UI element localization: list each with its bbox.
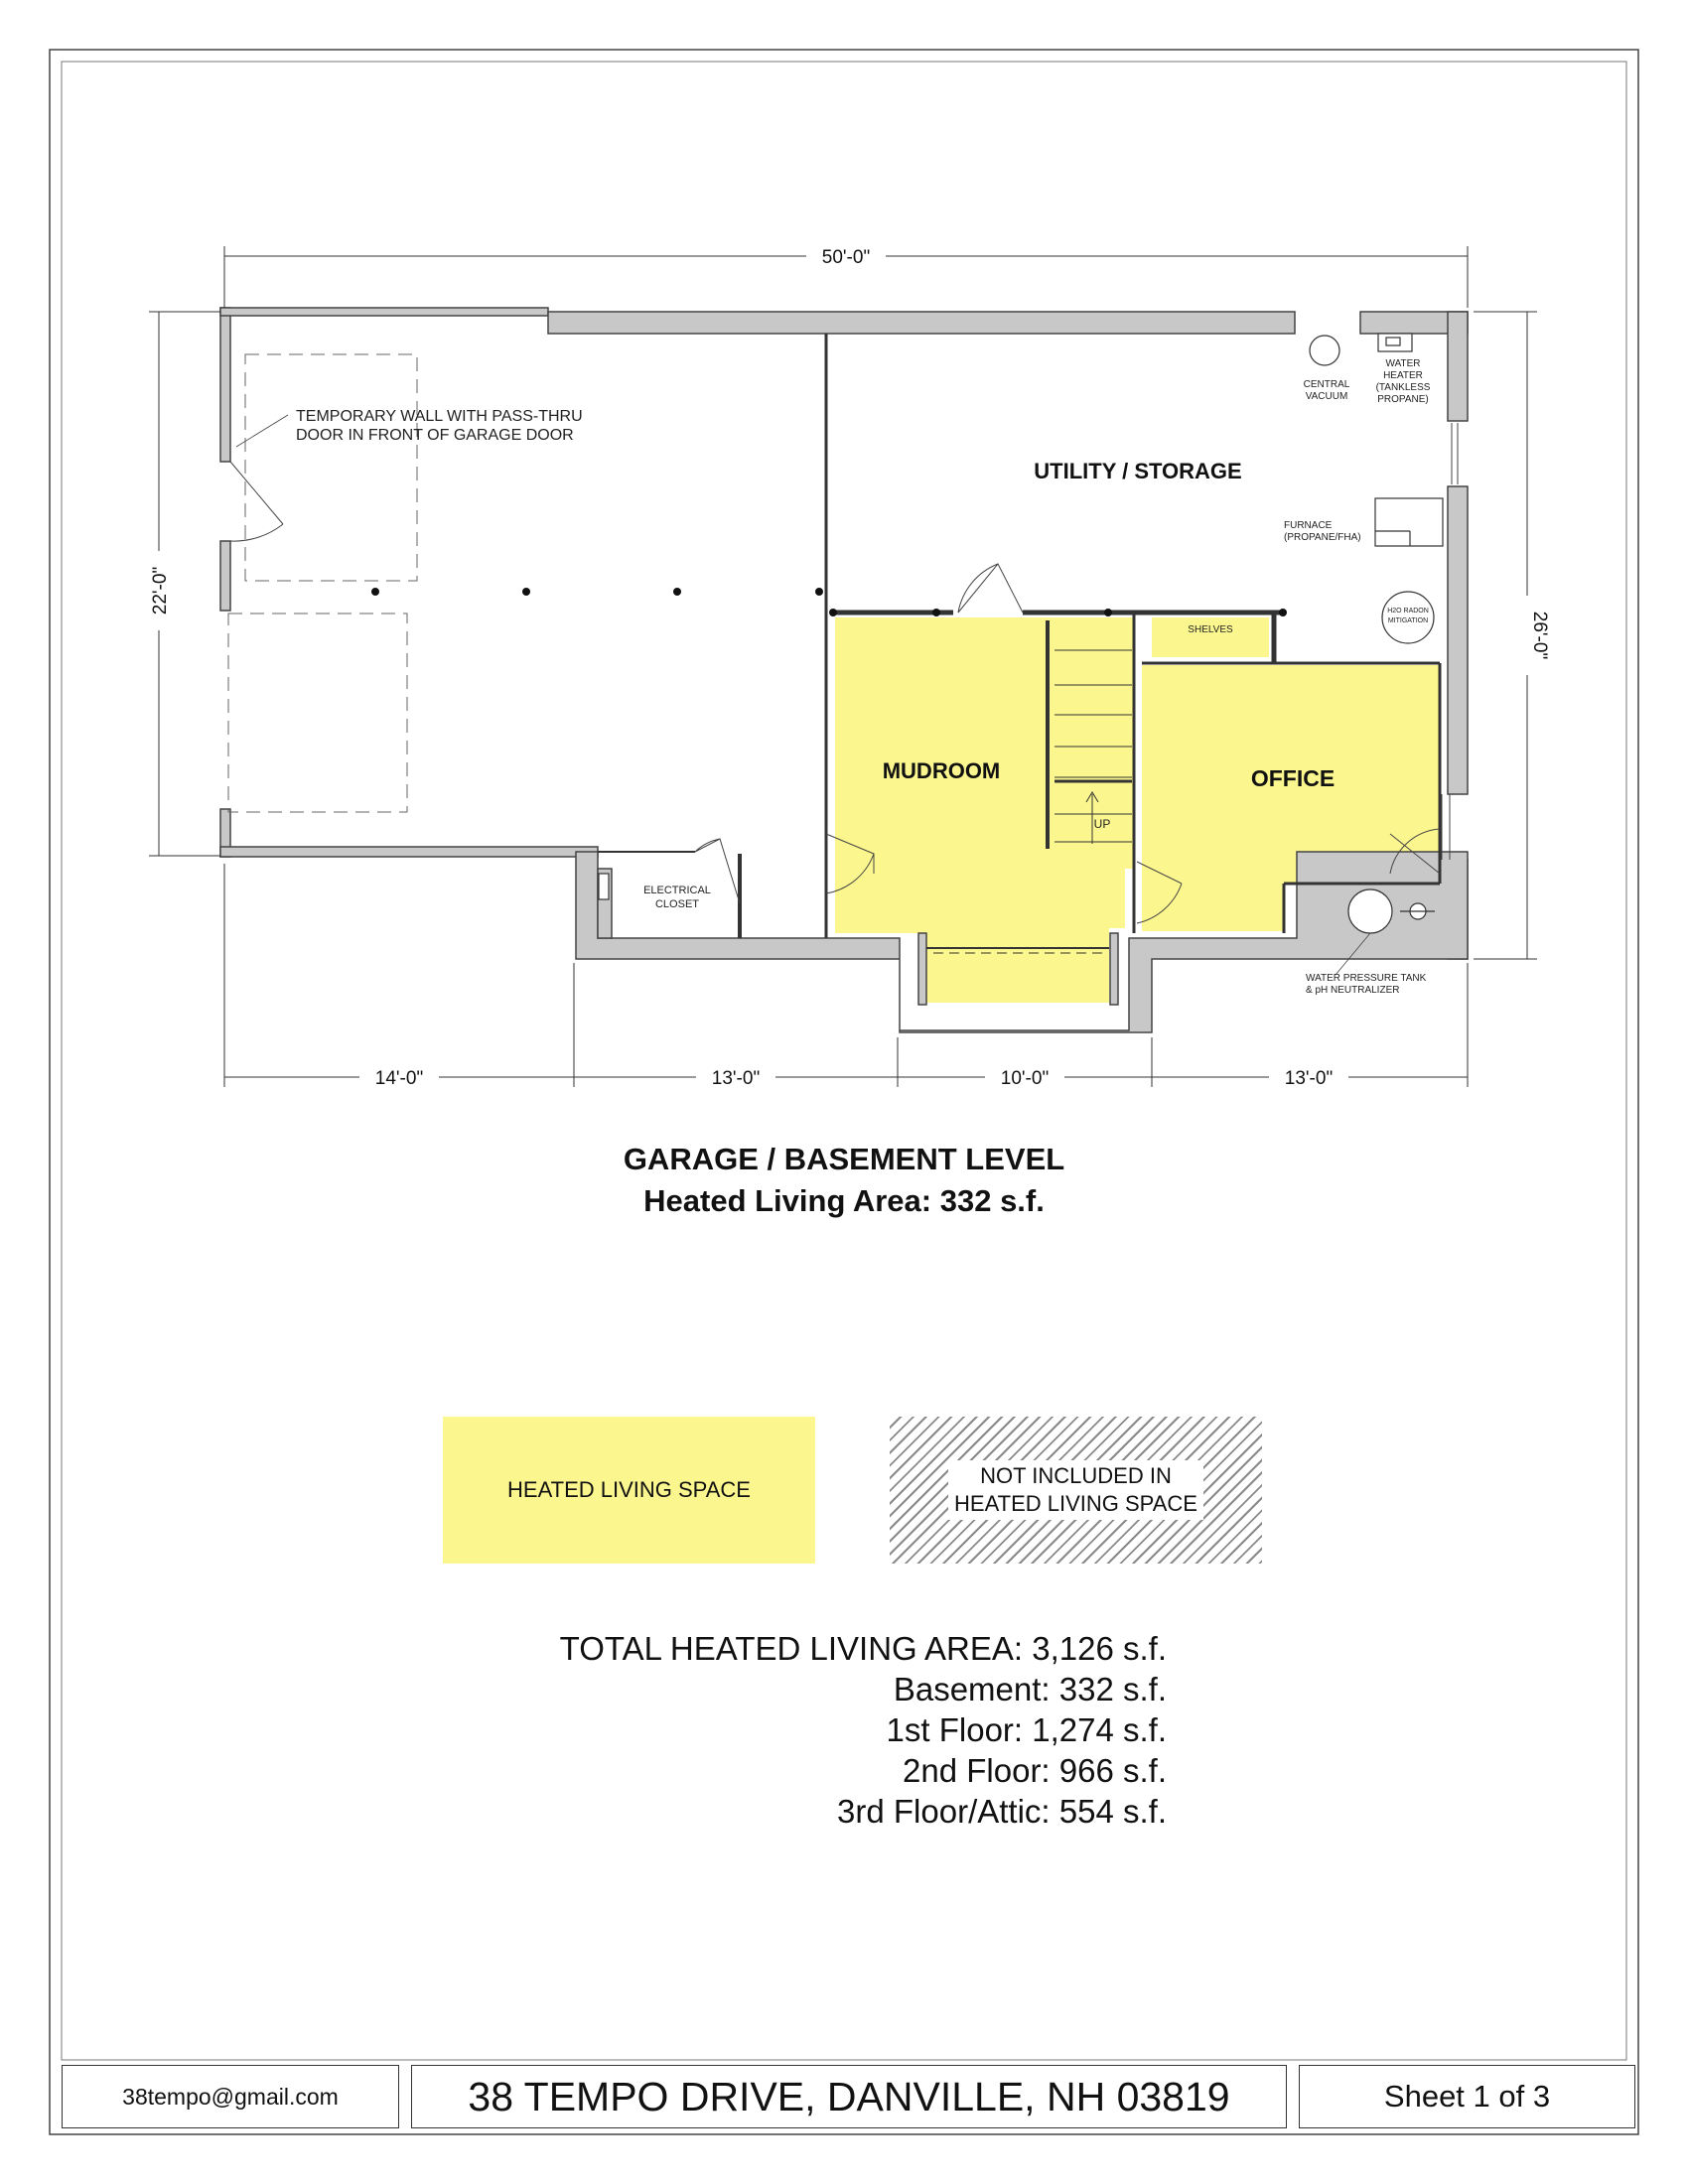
- central-vacuum: [1310, 336, 1339, 365]
- electrical-label-2: CLOSET: [654, 898, 700, 910]
- column: [1104, 609, 1112, 616]
- garage-left-wall-upper: [220, 308, 230, 462]
- furnace: [1375, 498, 1443, 546]
- column: [1279, 609, 1287, 616]
- title-block-email: 38tempo@gmail.com: [62, 2065, 399, 2128]
- electrical-label-1: ELECTRICAL: [643, 885, 711, 896]
- dim-overall-width: 50'-0": [821, 247, 871, 268]
- legend-excluded-line1: NOT INCLUDED IN: [980, 1463, 1172, 1488]
- summary-basement: Basement: 332 s.f.: [893, 1671, 1167, 1707]
- legend-heated-swatch: [443, 1417, 815, 1564]
- mudroom-lower-wall-right: [1110, 933, 1118, 1005]
- garage-door-lower: [228, 614, 407, 812]
- summary-first-floor: 1st Floor: 1,274 s.f.: [886, 1711, 1167, 1748]
- column: [522, 588, 530, 596]
- pressure-tank-note-2: & pH NEUTRALIZER: [1306, 985, 1400, 996]
- room-utility-label: UTILITY / STORAGE: [1034, 459, 1242, 483]
- water-heater-note-1: WATER: [1385, 358, 1421, 369]
- dim-left-depth: 22'-0": [150, 566, 171, 615]
- temp-wall-note-2: DOOR IN FRONT OF GARAGE DOOR: [296, 427, 574, 444]
- summary-second-floor: 2nd Floor: 966 s.f.: [903, 1752, 1167, 1789]
- corridor-heated: [924, 948, 1109, 1003]
- electrical-panel: [599, 874, 609, 899]
- pressure-tank-note-1: WATER PRESSURE TANK: [1306, 973, 1427, 984]
- area-summary: [417, 1628, 1167, 1832]
- right-wall-upper: [1448, 312, 1468, 421]
- shelves-label: SHELVES: [1188, 624, 1233, 635]
- dim-segment-3: 10'-0": [1000, 1068, 1050, 1089]
- pressure-tank: [1348, 889, 1392, 933]
- temp-wall-leader: [236, 415, 288, 447]
- furnace-note-1: FURNACE: [1284, 520, 1333, 531]
- dim-segment-2: 13'-0": [711, 1068, 761, 1089]
- summary-third-floor: 3rd Floor/Attic: 554 s.f.: [837, 1793, 1167, 1830]
- legend-excluded-label: [948, 1460, 1203, 1520]
- column: [829, 609, 837, 616]
- temp-wall-note-1: TEMPORARY WALL WITH PASS-THRU: [296, 408, 583, 425]
- mudroom-utility-door: [958, 564, 1023, 613]
- central-vacuum-note-2: VACUUM: [1305, 391, 1348, 402]
- radon-note-2: MITIGATION: [1387, 617, 1429, 624]
- water-heater-note-2: HEATER: [1383, 370, 1423, 381]
- dim-right-depth: 26'-0": [1529, 611, 1550, 660]
- legend-excluded-swatch: [890, 1417, 1262, 1564]
- furnace-note-2: (PROPANE/FHA): [1284, 532, 1361, 543]
- summary-total: TOTAL HEATED LIVING AREA: 3,126 s.f.: [559, 1630, 1167, 1667]
- radon-note-1: H2O RADON: [1387, 608, 1429, 614]
- column: [673, 588, 681, 596]
- garage-bottom-wall: [220, 847, 598, 857]
- stair-up-label: UP: [1093, 817, 1111, 831]
- mudroom-lower-wall: [918, 933, 926, 1005]
- room-mudroom-label: MUDROOM: [882, 758, 1001, 783]
- right-wall-mid: [1448, 486, 1468, 794]
- dim-segment-4: 13'-0": [1284, 1068, 1334, 1089]
- top-wall: [548, 312, 1295, 334]
- column: [815, 588, 823, 596]
- legend-heated-label: HEATED LIVING SPACE: [507, 1477, 751, 1502]
- garage-top-wall: [220, 308, 548, 316]
- column: [932, 609, 940, 616]
- title-block-sheet-number: Sheet 1 of 3: [1299, 2065, 1635, 2128]
- garage-left-wall-mid: [220, 541, 230, 611]
- central-vacuum-note-1: CENTRAL: [1303, 379, 1350, 390]
- shelves-heated: [1152, 617, 1269, 657]
- garage-door-upper: [245, 354, 417, 581]
- dim-segment-1: 14'-0": [374, 1068, 424, 1089]
- water-heater-inner: [1386, 338, 1400, 345]
- garage-passthru-door: [230, 462, 283, 541]
- plan-title: GARAGE / BASEMENT LEVEL: [623, 1142, 1065, 1176]
- room-office-label: OFFICE: [1250, 765, 1336, 791]
- plan-subtitle: Heated Living Area: 332 s.f.: [643, 1183, 1045, 1218]
- legend-excluded-line2: HEATED LIVING SPACE: [954, 1491, 1197, 1516]
- column: [371, 588, 379, 596]
- water-heater-note-3: (TANKLESS: [1375, 382, 1431, 393]
- title-block-address: 38 TEMPO DRIVE, DANVILLE, NH 03819: [411, 2065, 1287, 2128]
- water-heater-note-4: PROPANE): [1377, 394, 1429, 405]
